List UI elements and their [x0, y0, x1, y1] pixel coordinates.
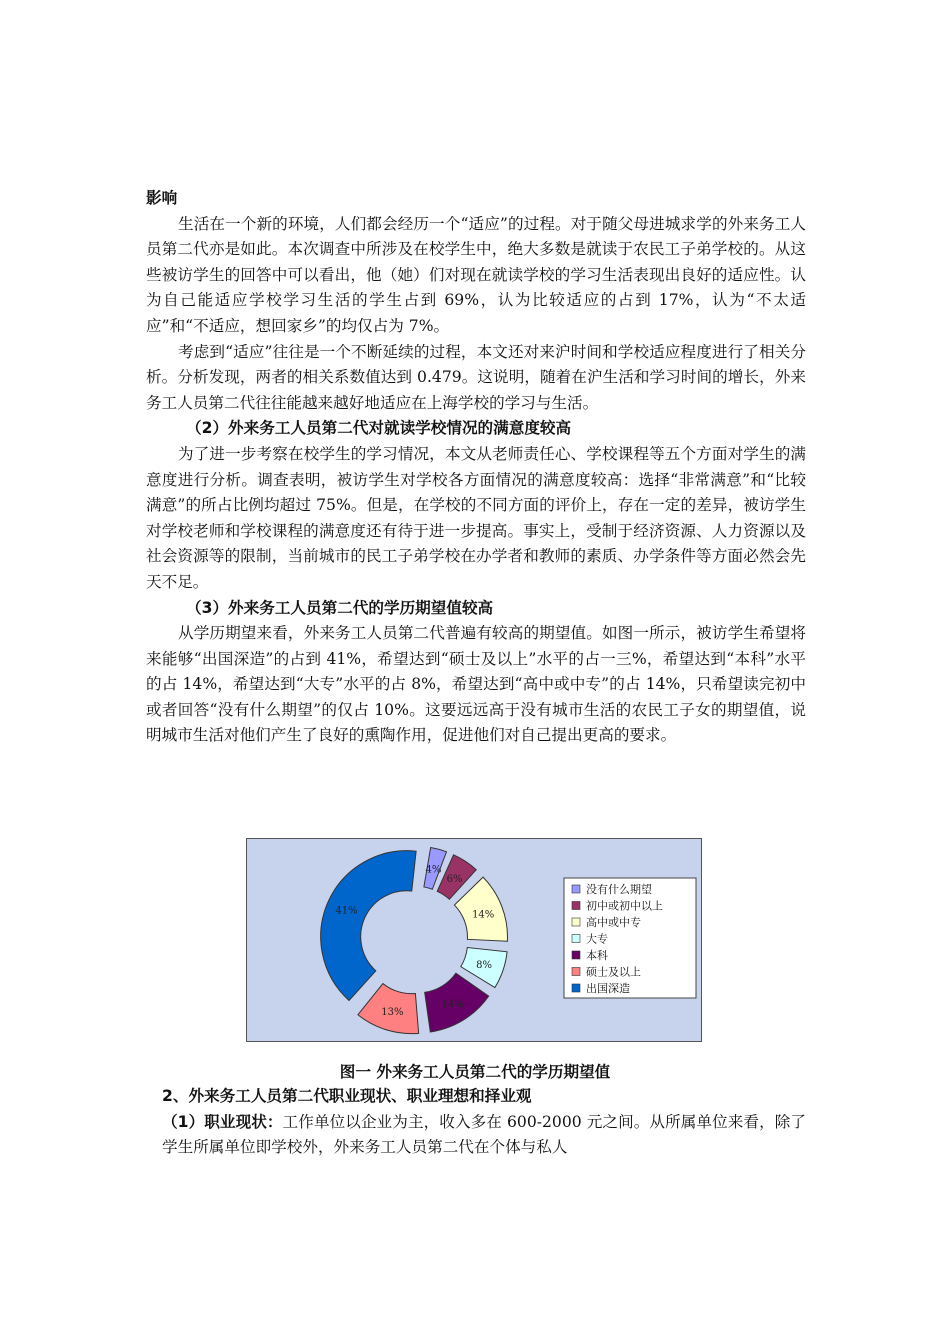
legend-swatch-5	[572, 968, 580, 976]
document-body	[146, 186, 806, 749]
legend-label-5: 硕士及以上	[586, 965, 641, 979]
occupation-text: 工作单位以企业为主，收入多在 600-2000 元之间。从所属单位来看，除了学生所属单位即学校外，外来务工人员第二代在个体与私人	[162, 1112, 806, 1157]
paragraph-adaptation: 生活在一个新的环境，人们都会经历一个“适应”的过程。对于随父母进城求学的外来务工人员第二代亦是如此。本次调查中所涉及在校学生中，绝大多数是就读于农民工子弟学校的。从这些被访学生的回答中可以看出，他（她）们对现在就读学校的学习生活表现出良好的适应性。认为自己能适应学校学习生活的学生占到 69%，认为比较适应的占到 17%，认为“不太适应”和“不适应，想回家乡”的均仅占为 7%。	[146, 214, 806, 335]
legend-label-1: 初中或初中以上	[586, 899, 663, 913]
paragraph-occupation	[146, 1110, 806, 1161]
legend-label-4: 本科	[586, 949, 608, 962]
paragraph-correlation: 考虑到“适应”往往是一个不断延续的过程，本文还对来沪时间和学校适应程度进行了相关分析。分析发现，两者的相关系数值达到 0.479。这说明，随着在沪生活和学习时间的增长，外来务工人员第二代往往能越来越好地适应在上海学校的学习与生活。	[146, 342, 806, 412]
chart-svg	[246, 838, 702, 1042]
education-expectation-chart	[246, 838, 702, 1042]
heading-occupation: 2、外来务工人员第二代职业现状、职业理想和择业观	[162, 1087, 532, 1105]
legend-label-0: 没有什么期望	[586, 883, 652, 896]
occupation-lead: （1）职业现状：	[162, 1112, 283, 1131]
paragraph-satisfaction: 为了进一步考察在校学生的学习情况，本文从老师责任心、学校课程等五个方面对学生的满意度进行分析。调查表明，被访学生对学校各方面情况的满意度较高：选择“非常满意”和“比较满意”的所占比例均超过 75%。但是，在学校的不同方面的评价上，存在一定的差异，被访学生对学校老师和学校课程的满意度还有待于进一步提高。事实上，受制于经济资源、人力资源以及社会资源等的限制，当前城市的民工子弟学校在办学者和教师的素质、办学条件等方面必然会先天不足。	[146, 444, 806, 591]
chart-legend-box	[564, 878, 696, 998]
chart-data-label-4: 14%	[441, 999, 464, 1011]
subheading-satisfaction: （2）外来务工人员第二代对就读学校情况的满意度较高	[186, 419, 572, 438]
chart-data-label-1: 6%	[446, 874, 463, 886]
subheading-education-expectation: （3）外来务工人员第二代的学历期望值较高	[186, 598, 494, 617]
legend-swatch-3	[572, 935, 580, 943]
legend-label-3: 大专	[586, 932, 608, 946]
legend-swatch-2	[572, 918, 580, 926]
legend-swatch-0	[572, 885, 580, 893]
legend-label-2: 高中或中专	[586, 916, 641, 929]
legend-swatch-6	[572, 984, 580, 992]
paragraph-education-expectation: 从学历期望来看，外来务工人员第二代普遍有较高的期望值。如图一所示，被访学生希望将来能够“出国深造”的占到 41%，希望达到“硕士及以上”水平的占一三%，希望达到“本科”水平的占 14%，希望达到“大专”水平的占 8%，希望达到“高中或中专”的占 14%，只希望读完初中或者回答“没有什么期望”的仅占 10%。这要远远高于没有城市生活的农民工子女的期望值，说明城市生活对他们产生了良好的熏陶作用，促进他们对自己提出更高的要求。	[146, 624, 806, 745]
figure-caption: 图一 外来务工人员第二代的学历期望值	[339, 1063, 611, 1081]
chart-data-label-0: 4%	[425, 864, 442, 876]
section-title: 影响	[146, 189, 178, 207]
chart-data-label-6: 41%	[335, 905, 358, 917]
chart-data-label-3: 8%	[476, 959, 492, 971]
document-body-continued	[146, 1084, 806, 1161]
legend-swatch-1	[572, 902, 580, 910]
legend-swatch-4	[572, 951, 580, 959]
chart-data-label-2: 14%	[472, 909, 495, 921]
chart-data-label-5: 13%	[381, 1006, 404, 1018]
legend-label-6: 出国深造	[586, 982, 630, 995]
